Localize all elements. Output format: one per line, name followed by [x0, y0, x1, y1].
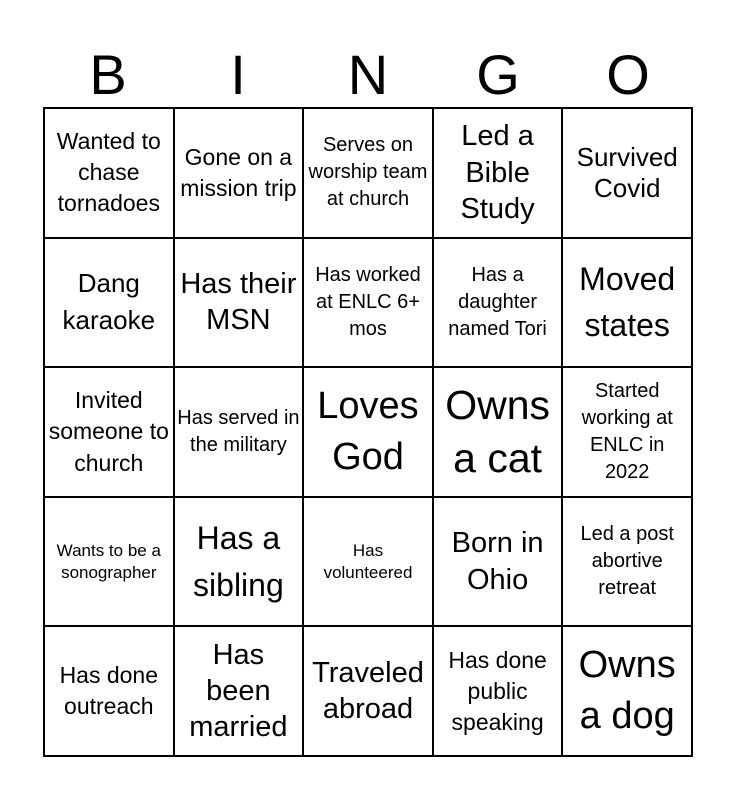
bingo-cell[interactable]: [433, 626, 563, 756]
cell-text: Has a sibling: [193, 520, 284, 603]
bingo-cell[interactable]: [174, 238, 304, 368]
bingo-cell[interactable]: [433, 367, 563, 497]
bingo-cell[interactable]: [303, 626, 433, 756]
bingo-cell[interactable]: [44, 367, 174, 497]
cell-text: Has served in the military: [177, 406, 300, 456]
cell-text: Survived Covid: [576, 141, 678, 203]
bingo-grid: [43, 107, 693, 757]
cell-text: Has been married: [189, 638, 288, 744]
cell-text: Serves on worship team at church: [308, 134, 428, 211]
bingo-cell[interactable]: [44, 497, 174, 627]
cell-text: Loves God: [317, 384, 419, 478]
bingo-cell[interactable]: [174, 626, 304, 756]
cell-text: Dang karaoke: [62, 267, 156, 336]
cell-text: Led a post abortive retreat: [580, 523, 674, 600]
cell-text: Has their MSN: [180, 268, 297, 337]
bingo-cell[interactable]: [303, 238, 433, 368]
header-letter-o: O: [606, 43, 650, 106]
bingo-cell[interactable]: [303, 497, 433, 627]
bingo-cell[interactable]: [562, 238, 692, 368]
cell-text: Invited someone to church: [48, 387, 169, 476]
cell-text: Wanted to chase tornadoes: [56, 128, 161, 217]
cell-text: Owns a cat: [445, 381, 550, 481]
cell-text: Owns a dog: [578, 643, 676, 738]
bingo-cell[interactable]: [44, 238, 174, 368]
cell-text: Has volunteered: [323, 540, 413, 582]
bingo-cell[interactable]: [562, 497, 692, 627]
cell-text: Gone on a mission trip: [180, 143, 297, 201]
header-letter-g: G: [476, 43, 520, 106]
bingo-cell[interactable]: [562, 108, 692, 238]
bingo-cell[interactable]: [174, 367, 304, 497]
bingo-cell[interactable]: [433, 497, 563, 627]
bingo-cell[interactable]: [303, 108, 433, 238]
header-letter-i: I: [230, 43, 246, 106]
bingo-cell[interactable]: [433, 238, 563, 368]
cell-text: Has worked at ENLC 6+ mos: [315, 263, 421, 340]
bingo-cell[interactable]: [562, 626, 692, 756]
bingo-cell[interactable]: [433, 108, 563, 238]
bingo-cell[interactable]: [562, 367, 692, 497]
bingo-cell[interactable]: [303, 367, 433, 497]
bingo-header: [43, 44, 693, 106]
bingo-cell[interactable]: [174, 497, 304, 627]
cell-text: Led a Bible Study: [460, 120, 535, 225]
cell-text: Has done outreach: [59, 662, 159, 720]
cell-text: Has done public speaking: [448, 646, 547, 735]
cell-text: Moved states: [579, 261, 676, 344]
cell-text: Started working at ENLC in 2022: [581, 379, 673, 483]
cell-text: Has a daughter named Tori: [448, 263, 547, 340]
header-letter-b: B: [89, 43, 127, 106]
header-letter-n: N: [347, 43, 389, 106]
cell-text: Born in Ohio: [451, 527, 544, 596]
bingo-cell[interactable]: [44, 108, 174, 238]
bingo-cell[interactable]: [44, 626, 174, 756]
cell-text: Wants to be a sonographer: [56, 540, 161, 582]
bingo-cell[interactable]: [174, 108, 304, 238]
cell-text: Traveled abroad: [312, 656, 424, 726]
